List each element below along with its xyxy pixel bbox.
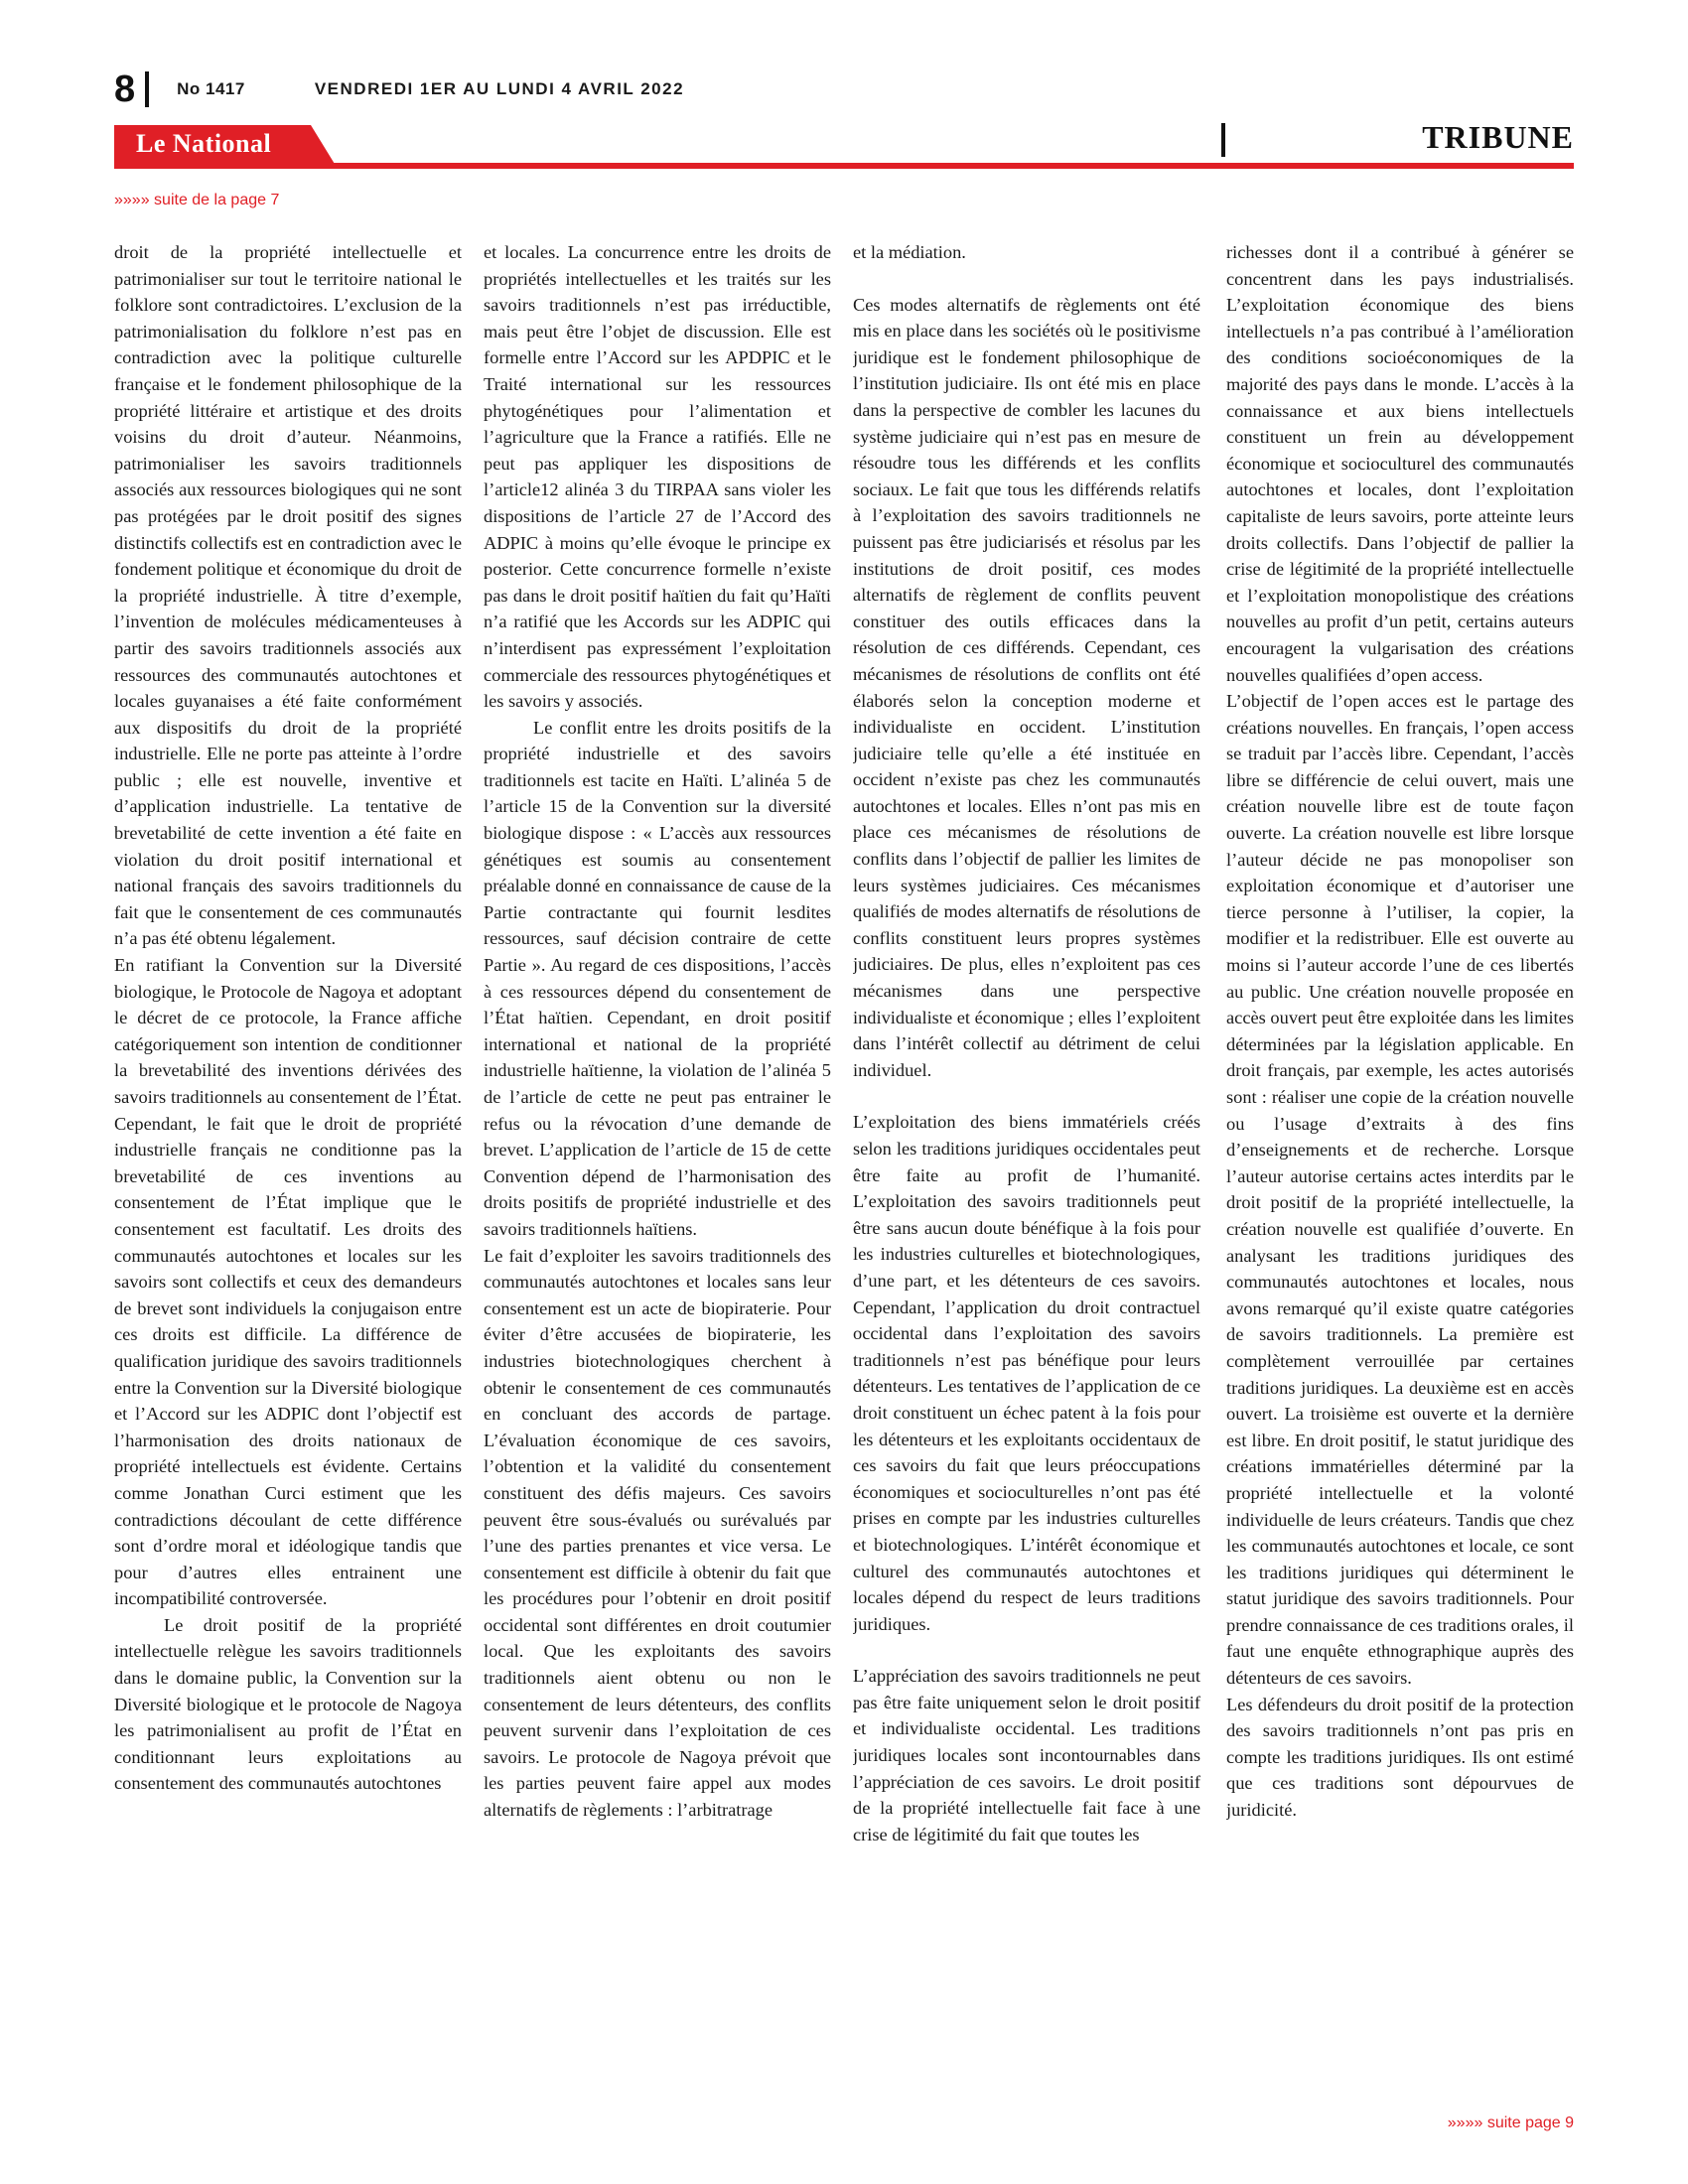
paragraph: droit de la propriété intellectuelle et patrimonialiser sur tout le territoire national le folklore sont contradictoires. L’exclusion de la patrimonialisation du folklore n’est pas en contradiction avec la politique culturelle française et le fondement philosophique de la propriété littéraire et artistique et des droits voisins du droit d’auteur. Néanmoins, patrimonialiser les savoirs traditionnels associés aux ressources biologiques qui ne sont pas protégées par le droit positif des signes distinctifs collectifs est en contradiction avec le fondement politique et économique du droit de la propriété industrielle. À titre d’exemple, l’invention de molécules médicamenteuses à partir des savoirs traditionnels associés aux ressources des communautés autochtones et locales guyanaises a été faite conformément aux dispositifs du droit de la propriété industrielle. Elle ne porte pas atteinte à l’ordre public ; elle est nouvelle, inventive et d’application industrielle. La tentative de brevetabilité de cette invention a été faite en violation du droit positif international et national français des savoirs traditionnels du fait que le consentement de ces communautés n’a pas été obtenu légalement. (114, 242, 462, 949)
paragraph: Ces modes alternatifs de règlements ont été mis en place dans les sociétés où le positivisme juridique est le fondement philosophique de l’institution judiciaire. Ils ont été mis en place dans la perspective de combler les lacunes du système judiciaire qui n’est pas en mesure de résoudre tous les différends et les conflits sociaux. Le fait que tous les différends relatifs à l’exploitation des savoirs traditionnels ne puissent pas être judiciarisés et résolus par les institutions de droit positif, ces modes alternatifs de règlement de conflits peuvent constituer des outils efficaces dans la résolution de ces différends. Cependant, ces mécanismes de résolutions de conflits ont été élaborés selon la conception moderne et individualiste en occident. L’institution judiciaire telle qu’elle a été instituée en occident n’existe pas chez les communautés autochtones et locales. Elles n’ont pas mis en place ces mécanismes de résolutions de conflits dans l’objectif de pallier les limites de leurs systèmes judiciaires. Ces mécanismes qualifiés de modes alternatifs de résolutions de conflits constituent leurs propres systèmes judiciaires. De plus, elles n’exploitent pas ces mécanismes dans une perspective individualiste et économique ; elles l’exploitent dans l’intérêt collectif au détriment de celui individuel. (853, 294, 1200, 1080)
paragraph: L’objectif de l’open acces est le partage des créations nouvelles. En français, l’open access se traduit par l’accès libre. Cependant, l’accès libre se différencie de celui ouvert, mais une création nouvelle libre est de toute façon ouverte. La création nouvelle est libre lorsque l’auteur décide ne pas monopoliser son exploitation économique et d’autoriser une tierce personne à l’utiliser, la copier, la modifier et la redistribuer. Elle est ouverte au moins si l’auteur accorde l’une de ces libertés au public. Une création nouvelle proposée en accès ouvert peut être exploitée dans les limites déterminées par la législation applicable. En droit français, par exemple, les actes autorisés sont : réaliser une copie de la création nouvelle ou l’usage d’extraits à des fins d’enseignements et de recherche. Lorsque l’auteur autorise certains actes interdits par le droit positif de la propriété intellectuelle, la création nouvelle est qualifiée d’ouverte. En analysant les traditions juridiques des communautés autochtones et locales, nous avons remarqué qu’il existe quatre catégories de savoirs traditionnels. La première est complètement verrouillée par certaines traditions juridiques. La deuxième est en accès ouvert. La troisième est ouverte et la dernière est libre. En droit positif, le statut juridique des créations immatérielles déterminé par la propriété intellectuelle et la volonté individuelle de leurs créateurs. Tandis que chez les communautés autochtones et locale, ce sont les traditions juridiques qui déterminent le statut juridique des savoirs traditionnels. Pour prendre connaissance de ces traditions orales, il faut une enquête ethnographique auprès des détenteurs de ces savoirs. (1226, 691, 1574, 1689)
paragraph: En ratifiant la Convention sur la Diversité biologique, le Protocole de Nagoya et adoptant le décret de ce protocole, la France affiche catégoriquement son intention de conditionner la brevetabilité des inventions dérivées des savoirs traditionnels au consentement de l’État. Cependant, le fait que le droit de propriété industrielle français ne conditionne pas la brevetabilité de ces inventions au consentement de l’État implique que le consentement est facultatif. Les droits des communautés autochtones et locales sur les savoirs sont collectifs et ceux des demandeurs de brevet sont individuels la conjugaison entre ces droits est difficile. La différence de qualification juridique des savoirs traditionnels entre la Convention sur la Diversité biologique et l’Accord sur les ADPIC dont l’objectif est l’harmonisation des droits nationaux de propriété intellectuels est évidente. Certains comme Jonathan Curci estiment que les contradictions découlant de cette différence sont d’ordre moral et idéologique tandis que pour d’autres elles entrainent une incompatibilité controversée. (114, 955, 462, 1609)
section-title: TRIBUNE (1422, 119, 1574, 155)
section-divider (1221, 123, 1225, 157)
page-header (114, 69, 1574, 109)
article-column-1 (114, 239, 462, 2106)
paragraph: Les défendeurs du droit positif de la protection des savoirs traditionnels n’ont pas pris en compte les traditions juridiques. Ils ont estimé que ces traditions sont dépourvues de juridicité. (1226, 1694, 1574, 1821)
article-column-2 (484, 239, 831, 2106)
paragraph: richesses dont il a contribué à générer se concentrent dans les pays industrialisés. L’exploitation économique des biens intellectuels n’a pas contribué à l’amélioration des conditions socioéconomiques de la majorité des pays dans le monde. L’accès à la connaissance et aux biens intellectuels constituent un frein au développement économique et socioculturel des communautés autochtones et locales, dont l’exploitation capitaliste de leurs savoirs, porte atteinte leurs droits collectifs. Dans l’objectif de pallier la crise de légitimité de la propriété intellectuelle et l’exploitation monopolistique des créations nouvelles au profit d’un petit, certains auteurs encouragent la vulgarisation des créations nouvelles qualifiées d’open access. (1226, 242, 1574, 685)
continued-to: »»»» suite page 9 (1447, 2115, 1574, 2131)
continued-from: »»»» suite de la page 7 (114, 192, 280, 208)
masthead-rule (114, 163, 1574, 169)
issue-number: No 1417 (177, 79, 245, 98)
newspaper-name: Le National (136, 129, 272, 158)
paragraph: Le droit positif de la propriété intellectuelle relègue les savoirs traditionnels dans le domaine public, la Convention sur la Diversité biologique et le protocole de Nagoya les patrimonialisent au profit de l’État en conditionnant leurs exploitations au consentement des communautés autochtones (114, 1614, 462, 1794)
paragraph: et la médiation. (853, 242, 966, 262)
paragraph: et locales. La concurrence entre les droits de propriétés intellectuelles et les traités sur les savoirs traditionnels n’est pas irréductible, mais peut être l’objet de discussion. Elle est formelle entre l’Accord sur les APDPIC et le Traité international sur les ressources phytogénétiques pour l’alimentation et l’agriculture que la France a ratifiés. Elle ne peut pas appliquer les dispositions de l’article12 alinéa 3 du TIRPAA sans violer les dispositions de l’article 27 de l’Accord des ADPIC à moins qu’elle évoque le principe ex posterior. Cette concurrence formelle n’existe pas dans le droit positif haïtien du fait qu’Haïti n’a ratifié que les Accords sur les ADPIC qui n’interdisent pas expressément l’exploitation commerciale des ressources phytogénétiques et les savoirs y associés. (484, 242, 831, 712)
paragraph: L’exploitation des biens immatériels créés selon les traditions juridiques occidentales peut être faite au profit de l’humanité. L’exploitation des savoirs traditionnels peut être sans aucun doute bénéfique à la fois pour les industries culturelles et biotechnologiques, d’une part, et les détenteurs de ces savoirs. Cependant, l’application du droit contractuel occidental dans l’exploitation des savoirs traditionnels n’est pas bénéfique pour leurs détenteurs. Les tentatives de l’application de ce droit constituent un échec patent à la fois pour les détenteurs et les exploitants occidentaux de ces savoirs du fait que leurs préoccupations économiques et socioculturelles n’ont pas été prises en compte par les industries culturelles et biotechnologiques. L’intérêt économique et culturel des communautés autochtones et locales dépend du respect de leurs traditions juridiques. (853, 1112, 1200, 1634)
paragraph: Le conflit entre les droits positifs de la propriété industrielle et des savoirs traditionnels est tacite en Haïti. L’alinéa 5 de l’article 15 de la Convention sur la diversité biologique dispose : « L’accès aux ressources génétiques est soumis au consentement préalable donné en connaissance de cause de la Partie contractante qui fournit lesdites ressources, sauf décision contraire de cette Partie ». Au regard de ces dispositions, l’accès à ces ressources dépend du consentement de l’État haïtien. Cependant, en droit positif international et national de la propriété industrielle haïtienne, la violation de l’alinéa 5 de l’article de cette ne peut pas entrainer le refus ou la révocation d’une demande de brevet. L’application de l’article de 15 de cette Convention dépend de l’harmonisation des droits positifs de propriété industrielle et des savoirs traditionnels haïtiens. (484, 717, 831, 1239)
article-column-3 (853, 239, 1200, 2106)
page-number: 8 (114, 71, 149, 107)
dateline: VENDREDI 1ER AU LUNDI 4 AVRIL 2022 (314, 79, 685, 98)
paragraph: L’appréciation des savoirs traditionnels ne peut pas être faite uniquement selon le droit positif et individualiste occidental. Les traditions juridiques locales sont incontournables dans l’appréciation de ces savoirs. Le droit positif de la propriété intellectuelle fait face à une crise de légitimité du fait que toutes les (853, 1666, 1200, 1844)
masthead-banner (114, 119, 1574, 169)
article-column-4 (1226, 239, 1574, 2106)
paragraph: Le fait d’exploiter les savoirs traditionnels des communautés autochtones et locales sans leur consentement est un acte de biopiraterie. Pour éviter d’être accusées de biopiraterie, les industries biotechnologiques cherchent à obtenir le consentement de ces communautés en concluant des accords de partage. L’évaluation économique de ces savoirs, l’obtention et la validité du consentement constituent des défis majeurs. Ces savoirs peuvent être sous-évalués ou surévalués par l’une des parties prenantes et vice versa. Le consentement est difficile à obtenir du fait que les procédures pour l’obtenir en droit positif occidental sont différentes en droit coutumier local. Que les exploitants des savoirs traditionnels aient obtenu ou non le consentement de leurs détenteurs, des conflits peuvent survenir dans l’exploitation de ces savoirs. Le protocole de Nagoya prévoit que les parties peuvent faire appel aux modes alternatifs de règlements : l’arbitratrage (484, 1245, 831, 1821)
